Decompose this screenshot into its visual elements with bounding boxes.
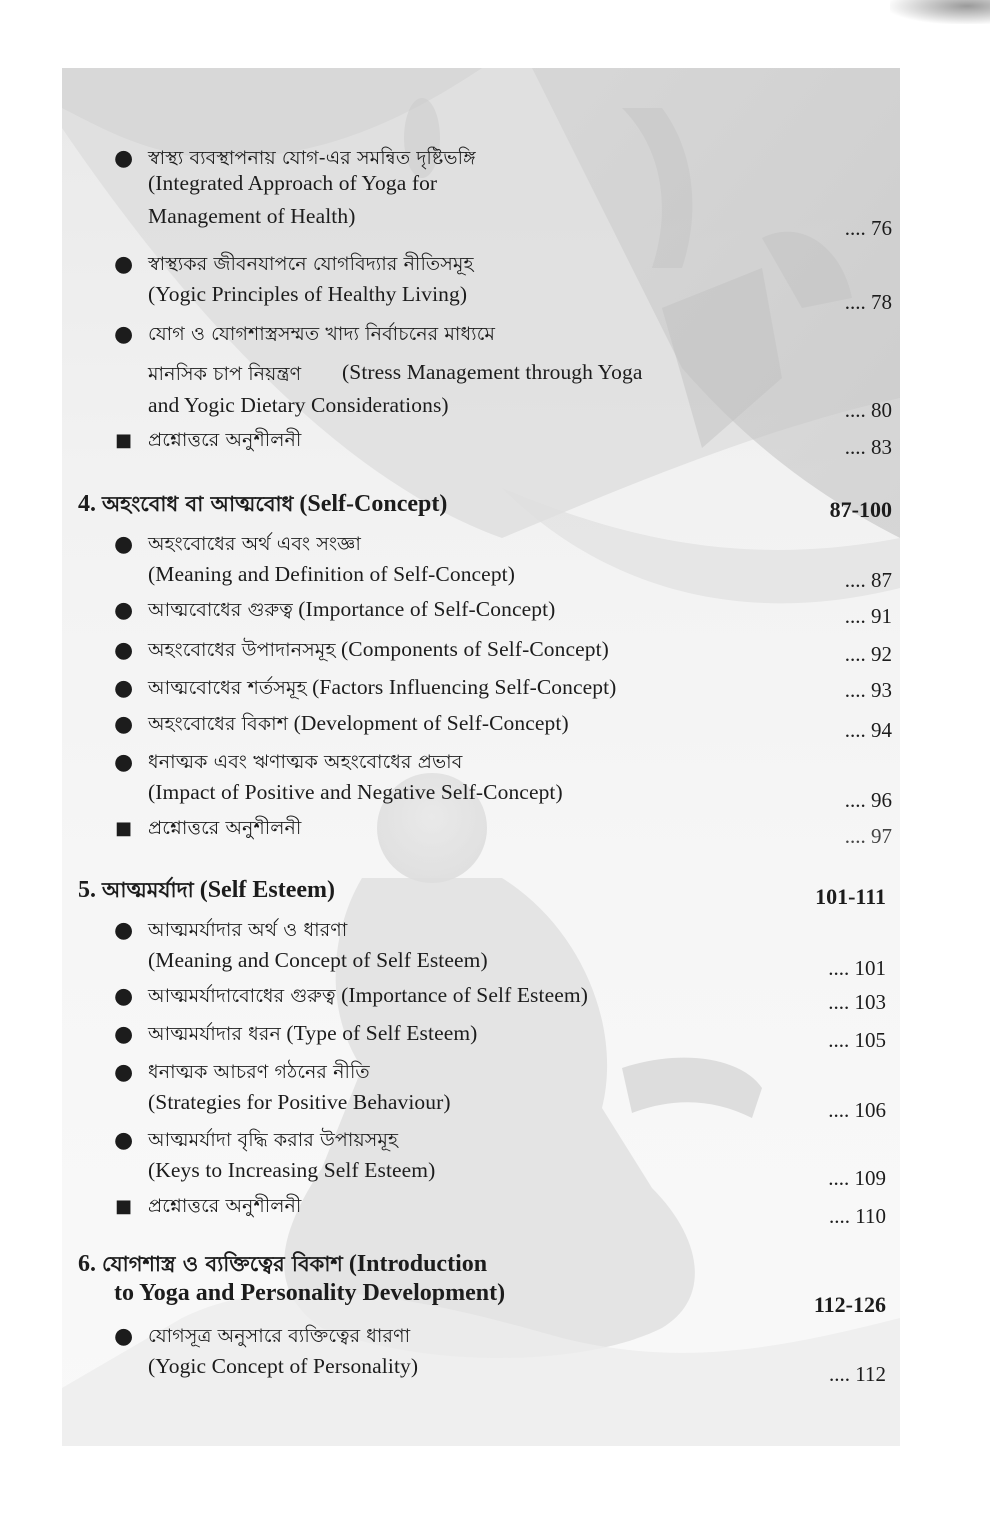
toc-item-bn: ধনাত্মক আচরণ গঠনের নীতি — [148, 1061, 370, 1083]
toc-page-number: .... 112 — [829, 1362, 886, 1386]
toc-item-line — [148, 710, 569, 742]
toc-item-en: (Keys to Increasing Self Esteem) — [148, 1158, 436, 1182]
toc-item-bn: অহংবোধের উপাদানসমূহ — [148, 639, 336, 661]
bullet-dot: ● — [114, 146, 134, 171]
toc-item-bn: আত্মবোধের শর্তসমূহ — [148, 677, 307, 699]
chapter-heading — [78, 874, 335, 909]
toc-page-number: .... 87 — [844, 568, 892, 592]
toc-item-en: and Yogic Dietary Considerations) — [148, 393, 449, 417]
toc-page-number: .... 76 — [844, 216, 892, 240]
toc-item-line — [148, 636, 609, 668]
chapter-page-range: 101-111 — [815, 884, 886, 909]
toc-page-number: .... 101 — [828, 956, 886, 980]
bullet-dot: ● — [114, 918, 134, 943]
bullet-square: ■ — [115, 430, 133, 451]
toc-item-en: (Development of Self-Concept) — [293, 711, 569, 735]
bullet-dot: ● — [114, 252, 134, 277]
toc-page-number: .... 80 — [844, 398, 892, 422]
toc-item-en: (Importance of Self-Concept) — [298, 597, 556, 621]
toc-item-en: (Components of Self-Concept) — [341, 637, 609, 661]
toc-item-en: (Stress Management through Yoga — [342, 360, 643, 384]
toc-page-number: .... 109 — [828, 1166, 886, 1190]
scan-corner-shadow — [890, 0, 990, 24]
chapter-title-bn: আত্মমর্যাদা — [102, 878, 194, 902]
toc-item-en: (Meaning and Concept of Self Esteem) — [148, 948, 488, 972]
bullet-dot: ● — [114, 598, 134, 623]
toc-item-bn: আত্মমর্যাদার অর্থ ও ধারণা — [148, 919, 348, 941]
toc-page-number: .... 106 — [828, 1098, 886, 1122]
bullet-square: ■ — [115, 1196, 133, 1217]
toc-item-en: (Integrated Approach of Yoga for — [148, 171, 438, 195]
bullet-dot: ● — [114, 1022, 134, 1047]
bullet-dot: ● — [114, 750, 134, 775]
toc-item-line — [148, 1020, 477, 1052]
bullet-square: ■ — [115, 818, 133, 839]
toc-item-line — [148, 982, 588, 1014]
toc-item-bn: আত্মমর্যাদা বৃদ্ধি করার উপায়সমূহ — [148, 1129, 399, 1151]
chapter-title-en-cont: to Yoga and Personality Development) — [114, 1280, 506, 1306]
chapter-heading — [78, 1248, 487, 1283]
toc-page-number: .... 94 — [844, 718, 892, 742]
toc-page-number: .... 110 — [829, 1204, 886, 1228]
toc-item-bn: প্রশ্নোত্তরে অনুশীলনী — [148, 1195, 302, 1217]
toc-item-bn: অহংবোধের অর্থ এবং সংজ্ঞা — [148, 533, 361, 555]
book-page — [62, 68, 900, 1446]
toc-page-number: .... 105 — [828, 1028, 886, 1052]
toc-page-number: .... 96 — [844, 788, 892, 812]
chapter-number: 5. — [78, 877, 96, 903]
toc-page-number: .... 92 — [844, 642, 892, 666]
toc-item-bn: আত্মমর্যাদার ধরন — [148, 1023, 281, 1045]
chapter-page-range: 87-100 — [829, 497, 892, 522]
toc-page-number: .... 83 — [844, 435, 892, 459]
table-of-contents — [62, 68, 900, 1446]
toc-item-bn: স্বাস্থ্যকর জীবনযাপনে যোগবিদ্যার নীতিসমূহ — [148, 253, 474, 275]
toc-item-en: (Factors Influencing Self-Concept) — [312, 675, 617, 699]
toc-page-number: .... 97 — [844, 824, 892, 848]
toc-item-bn: ধনাত্মক এবং ঋণাত্মক অহংবোধের প্রভাব — [148, 751, 463, 773]
bullet-dot: ● — [114, 1128, 134, 1153]
toc-item-en: Management of Health) — [148, 204, 356, 228]
toc-page-number: .... 78 — [844, 290, 892, 314]
bullet-dot: ● — [114, 638, 134, 663]
toc-item-en: (Importance of Self Esteem) — [341, 983, 588, 1007]
toc-item-en: (Strategies for Positive Behaviour) — [148, 1090, 451, 1114]
chapter-title-bn: অহংবোধ বা আত্মবোধ — [102, 492, 294, 516]
bullet-dot: ● — [114, 1060, 134, 1085]
toc-item-bn: যোগ ও যোগশাস্ত্রসম্মত খাদ্য নির্বাচনের মাধ্যমে — [148, 323, 496, 345]
bullet-dot: ● — [114, 1324, 134, 1349]
toc-item-en: (Yogic Principles of Healthy Living) — [148, 282, 468, 306]
bullet-dot: ● — [114, 712, 134, 737]
bullet-dot: ● — [114, 322, 134, 347]
toc-item-bn: মানসিক চাপ নিয়ন্ত্রণ — [148, 363, 302, 385]
toc-item-bn: প্রশ্নোত্তরে অনুশীলনী — [148, 429, 302, 451]
toc-page-number: .... 103 — [828, 990, 886, 1014]
toc-item-bn: আত্মমর্যাদাবোধের গুরুত্ব — [148, 985, 336, 1007]
chapter-number: 4. — [78, 491, 96, 517]
toc-item-bn: আত্মবোধের গুরুত্ব — [148, 599, 293, 621]
toc-item-bn: প্রশ্নোত্তরে অনুশীলনী — [148, 817, 302, 839]
bullet-dot: ● — [114, 532, 134, 557]
toc-item-en: (Type of Self Esteem) — [286, 1021, 478, 1045]
chapter-title-en: (Introduction — [348, 1251, 488, 1277]
toc-page-number: .... 93 — [844, 678, 892, 702]
chapter-heading — [78, 488, 447, 523]
chapter-title-en: (Self Esteem) — [199, 877, 335, 903]
toc-item-en: (Meaning and Definition of Self-Concept) — [148, 562, 516, 586]
chapter-number: 6. — [78, 1251, 96, 1277]
toc-item-en: (Yogic Concept of Personality) — [148, 1354, 419, 1378]
toc-item-bn: অহংবোধের বিকাশ — [148, 713, 289, 735]
toc-item-line — [148, 596, 555, 628]
toc-item-en: (Impact of Positive and Negative Self-Concept) — [148, 780, 563, 804]
toc-page-number: .... 91 — [844, 604, 892, 628]
toc-item-bn: স্বাস্থ্য ব্যবস্থাপনায় যোগ-এর সমন্বিত দৃষ্টিভঙ্গি — [148, 147, 476, 169]
toc-item-bn: যোগসূত্র অনুসারে ব্যক্তিত্বের ধারণা — [148, 1325, 411, 1347]
chapter-page-range: 112-126 — [813, 1292, 886, 1317]
chapter-title-bn: যোগশাস্ত্র ও ব্যক্তিত্বের বিকাশ — [102, 1252, 343, 1276]
bullet-dot: ● — [114, 984, 134, 1009]
toc-item-line — [148, 674, 616, 706]
chapter-title-en: (Self-Concept) — [299, 491, 448, 517]
bullet-dot: ● — [114, 676, 134, 701]
